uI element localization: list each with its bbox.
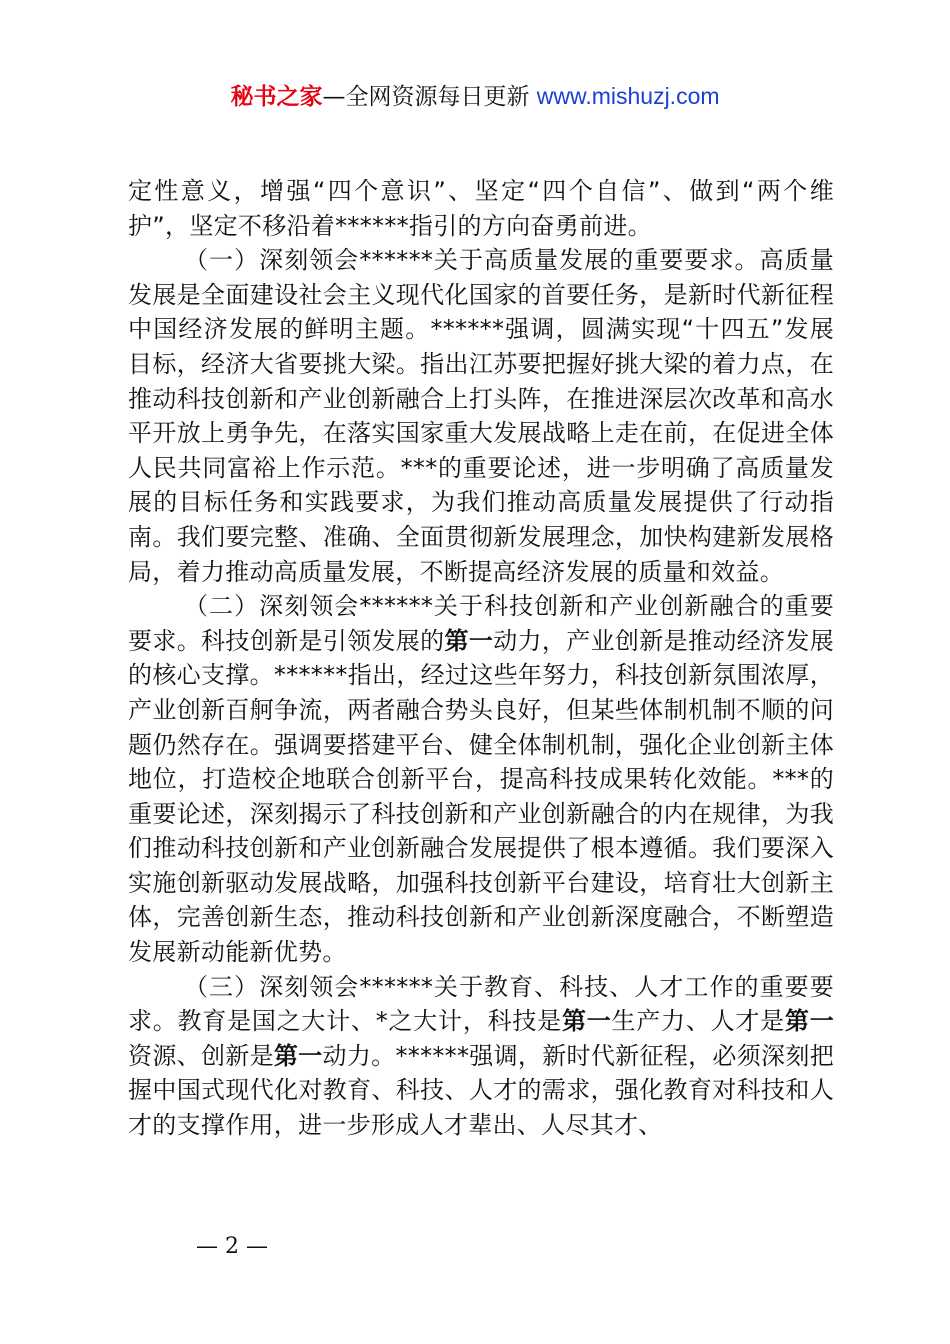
paragraph-text: 动力。******强调，新时代新征程，必须深刻把握中国式现代化对教育、科技、人才的需求，强化教育对科技和人才的支撑作用，进一步形成人才辈出、人尽其才、 (128, 1041, 834, 1140)
site-brand: 秘书之家 (230, 84, 323, 110)
paragraph-tech-industry-innovation (128, 589, 834, 970)
paragraph-continuation: 定性意义，增强“四个意识”、坚定“四个自信”、做到“两个维护”，坚定不移沿着******指引的方向奋勇前进。 (128, 177, 834, 240)
site-slogan: —全网资源每日更新 (322, 84, 537, 110)
emphasis-text: 第一 (784, 1007, 834, 1036)
paragraph-text: （二）深刻领会******关于科技创新和产业创新融合的重要要求。科技创新是引领发展的 (128, 592, 834, 655)
paragraph-text: 动力，产业创新是推动经济发展的核心支撑。******指出，经过这些年努力，科技创新氛围浓厚，产业创新百舸争流，两者融合势头良好，但某些体制机制不顺的问题仍然存在。强调要搭建平台、健全体制机制，强化企业创新主体地位，打造校企地联合创新平台，提高科技成果转化效能。***的重要论述，深刻揭示了科技创新和产业创新融合的内在规律，为我们推动科技创新和产业创新融合发展提供了根本遵循。我们要深入实施创新驱动发展战略，加强科技创新平台建设，培育壮大创新主体，完善创新生态，推动科技创新和产业创新深度融合，不断塑造发展新动能新优势。 (128, 626, 834, 967)
page-number: — 2 — (196, 1234, 268, 1259)
emphasis-text: 第一 (561, 1007, 612, 1036)
site-url-link[interactable]: www.mishuzj.com (536, 83, 720, 109)
emphasis-text: 第一 (444, 626, 494, 655)
paragraph-text: 资源、创新是 (128, 1041, 274, 1070)
document-body (128, 174, 834, 1143)
site-header (0, 80, 950, 113)
emphasis-text: 第一 (273, 1041, 323, 1070)
paragraph-text: （三）深刻领会******关于教育、科技、人才工作的重要要求。教育是国之大计、*之大计，科技是 (128, 972, 834, 1036)
paragraph-text: 生产力、人才是 (611, 1007, 785, 1036)
paragraph-education-tech-talent (128, 970, 834, 1143)
paragraph-high-quality-development: （一）深刻领会******关于高质量发展的重要要求。高质量发展是全面建设社会主义现代化国家的首要任务，是新时代新征程中国经济发展的鲜明主题。******强调，圆满实现“十四五”发展目标，经济大省要挑大梁。指出江苏要把握好挑大梁的着力点，在推动科技创新和产业创新融合上打头阵，在推进深层次改革和高水平开放上勇争先，在落实国家重大发展战略上走在前，在促进全体人民共同富裕上作示范。***的重要论述，进一步明确了高质量发展的目标任务和实践要求，为我们推动高质量发展提供了行动指南。我们要完整、准确、全面贯彻新发展理念，加快构建新发展格局，着力推动高质量发展，不断提高经济发展的质量和效益。 (128, 246, 834, 586)
